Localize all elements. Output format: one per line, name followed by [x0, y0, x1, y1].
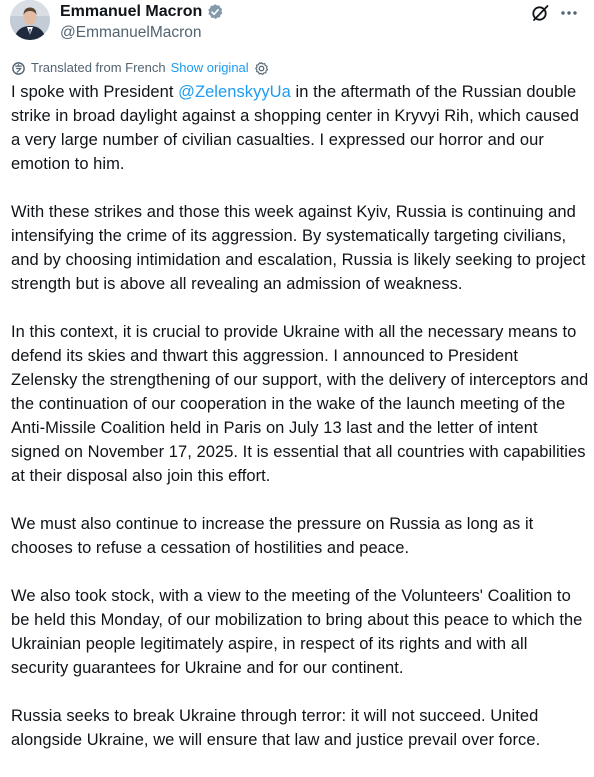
tweet-text-segment: I spoke with President [11, 83, 179, 101]
avatar[interactable] [10, 0, 50, 40]
tweet-paragraph-6: Russia seeks to break Ukraine through terror: it will not succeed. United alongside Ukraine, we will ensure that law and justice prevail over force. [11, 707, 541, 749]
translate-icon [11, 61, 26, 76]
author-handle[interactable]: @EmmanuelMacron [60, 24, 202, 41]
translation-notice [11, 59, 269, 77]
tweet-paragraph-4: We must also continue to increase the pressure on Russia as long as it chooses to refuse a cessation of hostilities and peace. [11, 515, 534, 557]
author-name-row [60, 2, 224, 22]
mention-link[interactable]: @ZelenskyyUa [178, 83, 291, 101]
grok-icon[interactable] [530, 3, 550, 23]
tweet-text-segment: in the aftermath of the Russian double strike in broad daylight against a shopping center in Kryvyi Rih, which caused a very large number of civilian casualties. I expressed our horror and our emotion to him. [11, 83, 579, 173]
author-display-name[interactable]: Emmanuel Macron [60, 3, 203, 20]
more-options-icon[interactable] [559, 3, 579, 23]
tweet-paragraph-2: With these strikes and those this week against Kyiv, Russia is continuing and intensifying the crime of its aggression. By systematically targeting civilians, and by choosing intimidation and escalation, Russia is likely seeking to project strength but is above all revealing an admission of weakness. [11, 203, 586, 293]
tweet-paragraph-3: In this context, it is crucial to provide Ukraine with all the necessary means to defend its skies and thwart this aggression. I announced to President Zelensky the strengthening of our support, with the delivery of interceptors and the continuation of our cooperation in the wake of the launch meeting of the Anti-Missile Coalition held in Paris on July 13 last and the letter of intent signed on November 17, 2025. It is essential that all countries with capabilities at their disposal also join this effort. [11, 323, 589, 485]
tweet-paragraph-1 [11, 80, 589, 176]
tweet-text [11, 80, 589, 776]
verified-badge-icon[interactable] [206, 3, 224, 21]
settings-icon[interactable] [254, 61, 269, 76]
tweet-paragraph-5: We also took stock, with a view to the meeting of the Volunteers' Coalition to be held this Monday, of our mobilization to bring about this peace to which the Ukrainian people legitimately aspire, in respect of its rights and with all security guarantees for Ukraine and for our continent. [11, 587, 583, 677]
show-original-link[interactable]: Show original [170, 60, 249, 75]
translation-label: Translated from French [31, 60, 166, 75]
